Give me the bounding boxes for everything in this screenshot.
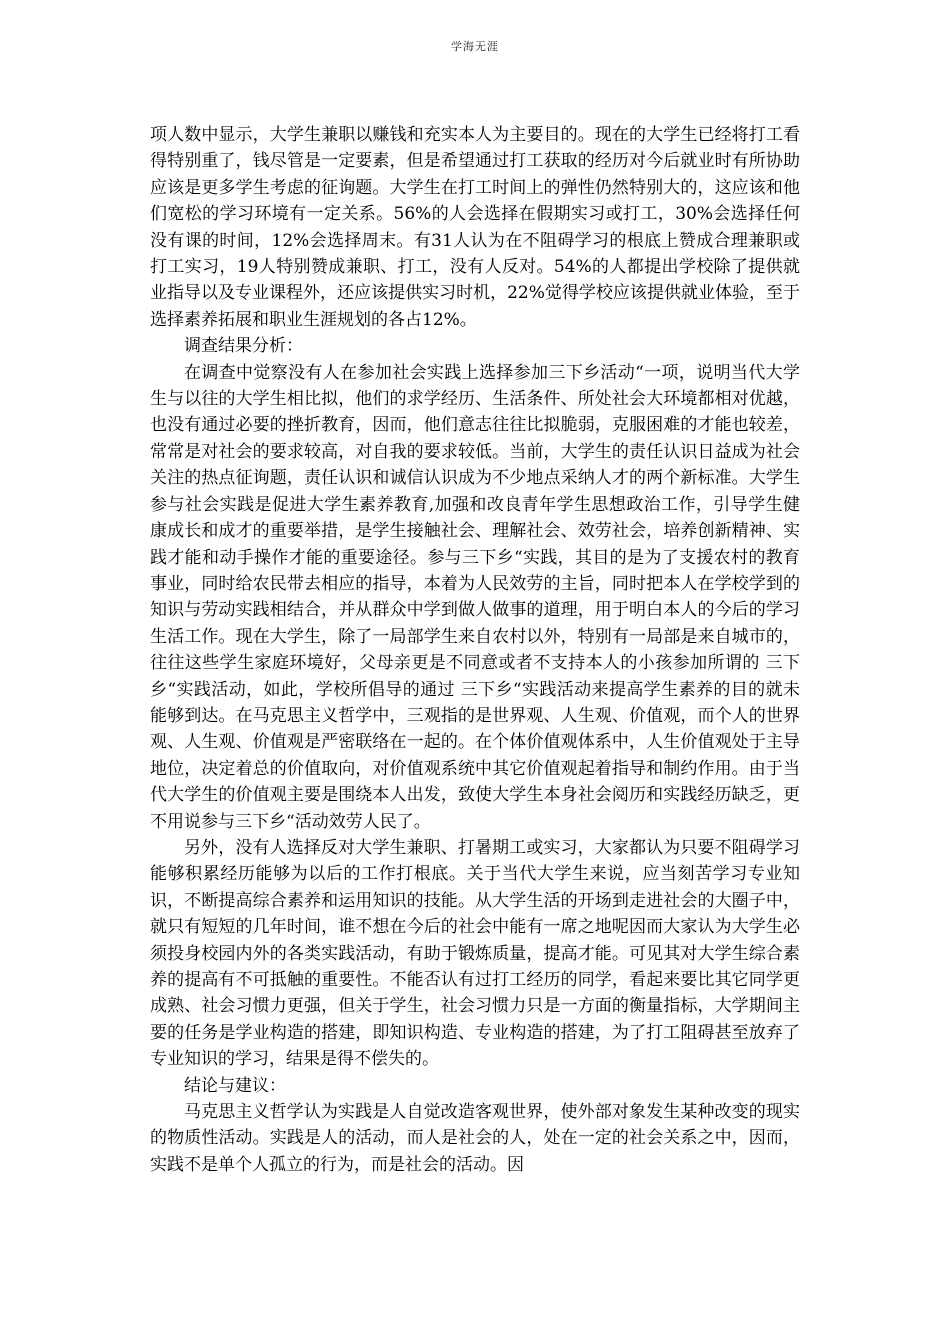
heading-conclusion: 结论与建议： [184, 1075, 286, 1096]
paragraph-survey-stats: 项人数中显示，大学生兼职以赚钱和充实本人为主要目的。现在的大学生已经将打工看得特别重了，钱尽管是一定要素，但是希望通过打工获取的经历对今后就业时有所协助应该是更多学生考虑的征询题。大学生在打工时间上的弹性仍然特别大的，这应该和他们宽松的学习环境有一定关系。56%的人会选择在假期实习或打工，30%会选择任何没有课的时间，12%会选择周末。有31人认为在不阻碍学习的根底上赞成合理兼职或打工实习，19人特别赞成兼职、打工，没有人反对。54%的人都提出学校除了提供就业指导以及专业课程外，还应该提供实习时机，22%觉得学校应该提供就业体验，至于选择素养拓展和职业生涯规划的各占12%。 [150, 125, 800, 330]
heading-result-analysis: 调查结果分析： [184, 336, 303, 357]
page-header: 学海无涯 [451, 40, 499, 53]
document-body [150, 122, 800, 1178]
paragraph-conclusion: 马克思主义哲学认为实践是人自觉改造客观世界，使外部对象发生某种改变的现实的物质性活动。实践是人的活动，而人是社会的人，处在一定的社会关系之中，因而，实践不是单个人孤立的行为，而是社会的活动。因 [150, 1102, 800, 1175]
paragraph-part-time-work: 另外，没有人选择反对大学生兼职、打暑期工或实习，大家都认为只要不阻碍学习能够积累经历能够为以后的工作打根底。关于当代大学生来说，应当刻苦学习专业知识，不断提高综合素养和运用知识的技能。从大学生活的开场到走进社会的大圈子中，就只有短短的几年时间，谁不想在今后的社会中能有一席之地呢因而大家认为大学生必须投身校园内外的各类实践活动，有助于锻炼质量，提高才能。可见其对大学生综合素养的提高有不可抵触的重要性。不能否认有过打工经历的同学，看起来要比其它同学更成熟、社会习惯力更强，但关于学生，社会习惯力只是一方面的衡量指标，大学期间主要的任务是学业构造的搭建，即知识构造、专业构造的搭建，为了打工阻碍甚至放弃了专业知识的学习，结果是得不偿失的。 [150, 837, 800, 1070]
paragraph-analysis: 在调查中觉察没有人在参加社会实践上选择参加三下乡活动“一项，说明当代大学生与以往的大学生相比拟，他们的求学经历、生活条件、所处社会大环境都相对优越，也没有通过必要的挫折教育，因而，他们意志往往比拟脆弱，克服困难的才能也较差，常常是对社会的要求较高，对自我的要求较低。当前，大学生的责任认识日益成为社会关注的热点征询题，责任认识和诚信认识成为不少地点采纳人才的两个新标准。大学生参与社会实践是促进大学生素养教育,加强和改良青年学生思想政治工作，引导学生健康成长和成才的重要举措，是学生接触社会、理解社会、效劳社会，培养创新精神、实践才能和动手操作才能的重要途径。参与三下乡“实践，其目的是为了支援农村的教育事业，同时给农民带去相应的指导，本着为人民效劳的主旨，同时把本人在学校学到的知识与劳动实践相结合，并从群众中学到做人做事的道理，用于明白本人的今后的学习生活工作。现在大学生，除了一局部学生来自农村以外，特别有一局部是来自城市的，往往这些学生家庭环境好，父母亲更是不同意或者不支持本人的小孩参加所谓的 三下乡“实践活动，如此，学校所倡导的通过 三下乡“实践活动来提高学生素养的目的就未能够到达。在马克思主义哲学中，三观指的是世界观、人生观、价值观，而个人的世界观、人生观、价值观是严密联络在一起的。在个体价值观体系中，人生价值观处于主导地位，决定着总的价值取向，对价值观系统中其它价值观起着指导和制约作用。由于当代大学生的价值观主要是围绕本人出发，致使大学生本身社会阅历和实践经历缺乏，更不用说参与三下乡“活动效劳人民了。 [150, 362, 800, 832]
